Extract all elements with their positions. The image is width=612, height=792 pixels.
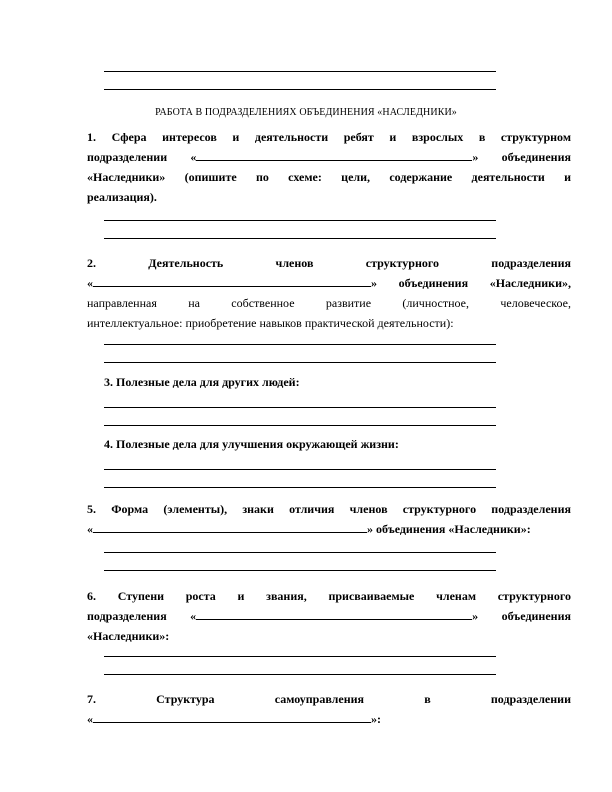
- document-heading: РАБОТА В ПОДРАЗДЕЛЕНИЯХ ОБЪЕДИНЕНИЯ «НАСЛЕДНИКИ»: [155, 107, 457, 118]
- blank-line[interactable]: [104, 425, 496, 426]
- fill-in-field[interactable]: [93, 275, 371, 287]
- question-7: [87, 689, 571, 729]
- question-1-line-1: 1. Сфера интересов и деятельности ребят и взрослых в структурном: [87, 130, 571, 144]
- fill-in-field[interactable]: [196, 149, 472, 161]
- question-3: 3. Полезные дела для других людей:: [104, 375, 300, 389]
- fill-in-field[interactable]: [196, 608, 472, 620]
- question-6-line-2: подразделения « » объединения: [87, 609, 571, 623]
- question-7-line-2: « »:: [87, 712, 381, 726]
- fill-in-field[interactable]: [93, 711, 371, 723]
- blank-line[interactable]: [104, 220, 496, 221]
- question-2: [87, 253, 571, 333]
- question-1: [87, 127, 571, 207]
- question-7-line-1: 7. Структура самоуправления в подразделении: [87, 692, 571, 706]
- question-2-line-3: направленная на собственное развитие (личностное, человеческое,: [87, 296, 571, 310]
- blank-line[interactable]: [104, 487, 496, 488]
- question-1-line-2: подразделении « » объединения: [87, 150, 571, 164]
- blank-line[interactable]: [104, 344, 496, 345]
- blank-line[interactable]: [104, 89, 496, 90]
- question-2-line-4: интеллектуальное: приобретение навыков практической деятельности):: [87, 316, 454, 330]
- question-1-line-3: «Наследники» (опишите по схеме: цели, содержание деятельности и: [87, 170, 571, 184]
- blank-line[interactable]: [104, 71, 496, 72]
- fill-in-field[interactable]: [93, 521, 367, 533]
- question-5-line-1: 5. Форма (элементы), знаки отличия членов структурного подразделения: [87, 502, 571, 516]
- question-2-line-2: « » объединения «Наследники»,: [87, 276, 571, 290]
- blank-line[interactable]: [104, 407, 496, 408]
- blank-line[interactable]: [104, 674, 496, 675]
- question-2-line-1: 2. Деятельность членов структурного подразделения: [87, 256, 571, 270]
- blank-line[interactable]: [104, 469, 496, 470]
- blank-line[interactable]: [104, 552, 496, 553]
- blank-line[interactable]: [104, 656, 496, 657]
- question-5-line-2: « » объединения «Наследники»:: [87, 522, 531, 536]
- blank-line[interactable]: [104, 238, 496, 239]
- blank-line[interactable]: [104, 570, 496, 571]
- question-5: [87, 499, 571, 539]
- question-1-line-4: реализация).: [87, 190, 157, 204]
- blank-line[interactable]: [104, 362, 496, 363]
- question-6: [87, 586, 571, 646]
- question-6-line-1: 6. Ступени роста и звания, присваиваемые членам структурного: [87, 589, 571, 603]
- question-6-line-3: «Наследники»:: [87, 629, 170, 643]
- question-4: 4. Полезные дела для улучшения окружающей жизни:: [104, 437, 399, 451]
